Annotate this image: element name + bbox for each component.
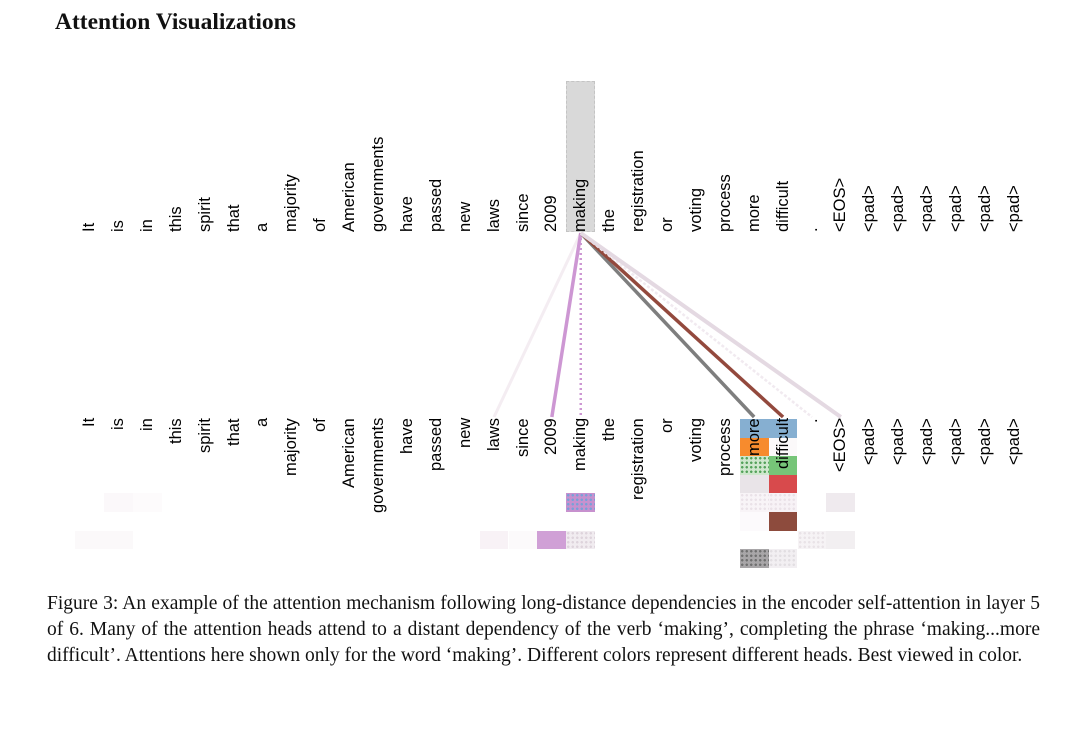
target-token-spirit: spirit: [195, 418, 214, 453]
target-token-pad: <pad>: [918, 418, 937, 465]
target-token-a: a: [253, 418, 272, 428]
source-token-spirit: spirit: [195, 197, 214, 232]
figure-caption: Figure 3: An example of the attention mechanism following long-distance dependencies in the encoder self-attention in layer 5 of 6. Many of the attention heads attend to a distant dependency of the verb ‘making’, completing the phrase ‘making...more difficult’. Attentions here shown only for the word ‘making’. Different colors represent different heads. Best viewed in color.: [47, 593, 1040, 666]
target-token-majority: majority: [282, 418, 301, 476]
source-token-registration: registration: [629, 150, 648, 232]
target-token-pad: <pad>: [889, 418, 908, 465]
target-token-making: making: [571, 418, 590, 472]
target-token-new: new: [455, 418, 474, 449]
target-token-of: of: [311, 418, 330, 432]
target-token-laws: laws: [484, 418, 503, 452]
source-token-pad: <pad>: [1004, 185, 1023, 232]
source-token-or: or: [658, 217, 676, 232]
target-token-It: It: [80, 418, 98, 428]
target-token-this: this: [166, 418, 185, 444]
source-token-process: process: [715, 174, 734, 232]
target-token-difficult: difficult: [773, 418, 792, 470]
target-token-pad: <pad>: [860, 418, 879, 465]
target-token-American: American: [340, 418, 359, 488]
source-token-It: It: [80, 222, 98, 232]
target-token-in: in: [137, 418, 156, 431]
source-token-in: in: [137, 219, 156, 232]
source-token-pad: <pad>: [975, 185, 994, 232]
source-token-pad: <pad>: [860, 185, 879, 232]
section-title: Attention Visualizations: [55, 9, 296, 35]
target-token-pad: <pad>: [975, 418, 994, 465]
target-token-registration: registration: [629, 418, 648, 500]
target-token-more: more: [744, 418, 763, 456]
target-token-is: is: [108, 418, 127, 430]
attention-cell-head8-difficult: [769, 549, 798, 568]
source-token-American: American: [340, 162, 359, 232]
target-token-have: have: [397, 418, 416, 454]
target-token-the: the: [600, 418, 619, 441]
target-token-governments: governments: [369, 418, 387, 514]
target-token-or: or: [658, 418, 676, 433]
source-token-that: that: [224, 204, 243, 232]
source-token-passed: passed: [426, 178, 445, 232]
source-token-pad: <pad>: [918, 185, 937, 232]
source-token-EOS: <EOS>: [831, 177, 850, 232]
target-token-2009: 2009: [542, 418, 561, 455]
attention-cell-head8-more: [740, 549, 769, 568]
target-token-pad: <pad>: [947, 418, 965, 465]
source-token-difficult: difficult: [773, 180, 792, 232]
source-token-voting: voting: [686, 187, 705, 232]
source-token-is: is: [108, 220, 127, 232]
source-token-governments: governments: [369, 136, 387, 232]
source-token-a: a: [253, 222, 272, 232]
target-token-process: process: [715, 418, 734, 476]
target-token-row: [75, 418, 1029, 543]
target-token-passed: passed: [426, 418, 445, 472]
target-token-EOS: <EOS>: [831, 418, 850, 473]
source-token-since: since: [513, 193, 532, 232]
source-token-2009: 2009: [542, 195, 561, 232]
target-token-since: since: [513, 418, 532, 457]
source-token-period: .: [802, 227, 821, 232]
target-token-pad: <pad>: [1004, 418, 1023, 465]
target-token-that: that: [224, 418, 243, 446]
source-token-majority: majority: [282, 174, 301, 232]
source-token-new: new: [455, 201, 474, 232]
target-token-voting: voting: [686, 418, 705, 463]
source-token-more: more: [744, 194, 763, 232]
source-token-this: this: [166, 206, 185, 232]
source-token-pad: <pad>: [947, 185, 965, 232]
source-token-laws: laws: [484, 198, 503, 232]
source-token-have: have: [397, 196, 416, 232]
source-token-row: [75, 82, 1029, 232]
source-token-of: of: [311, 218, 330, 232]
target-token-period: .: [802, 418, 821, 423]
source-token-the: the: [600, 209, 619, 232]
source-token-making: making: [571, 178, 590, 232]
source-token-pad: <pad>: [889, 185, 908, 232]
